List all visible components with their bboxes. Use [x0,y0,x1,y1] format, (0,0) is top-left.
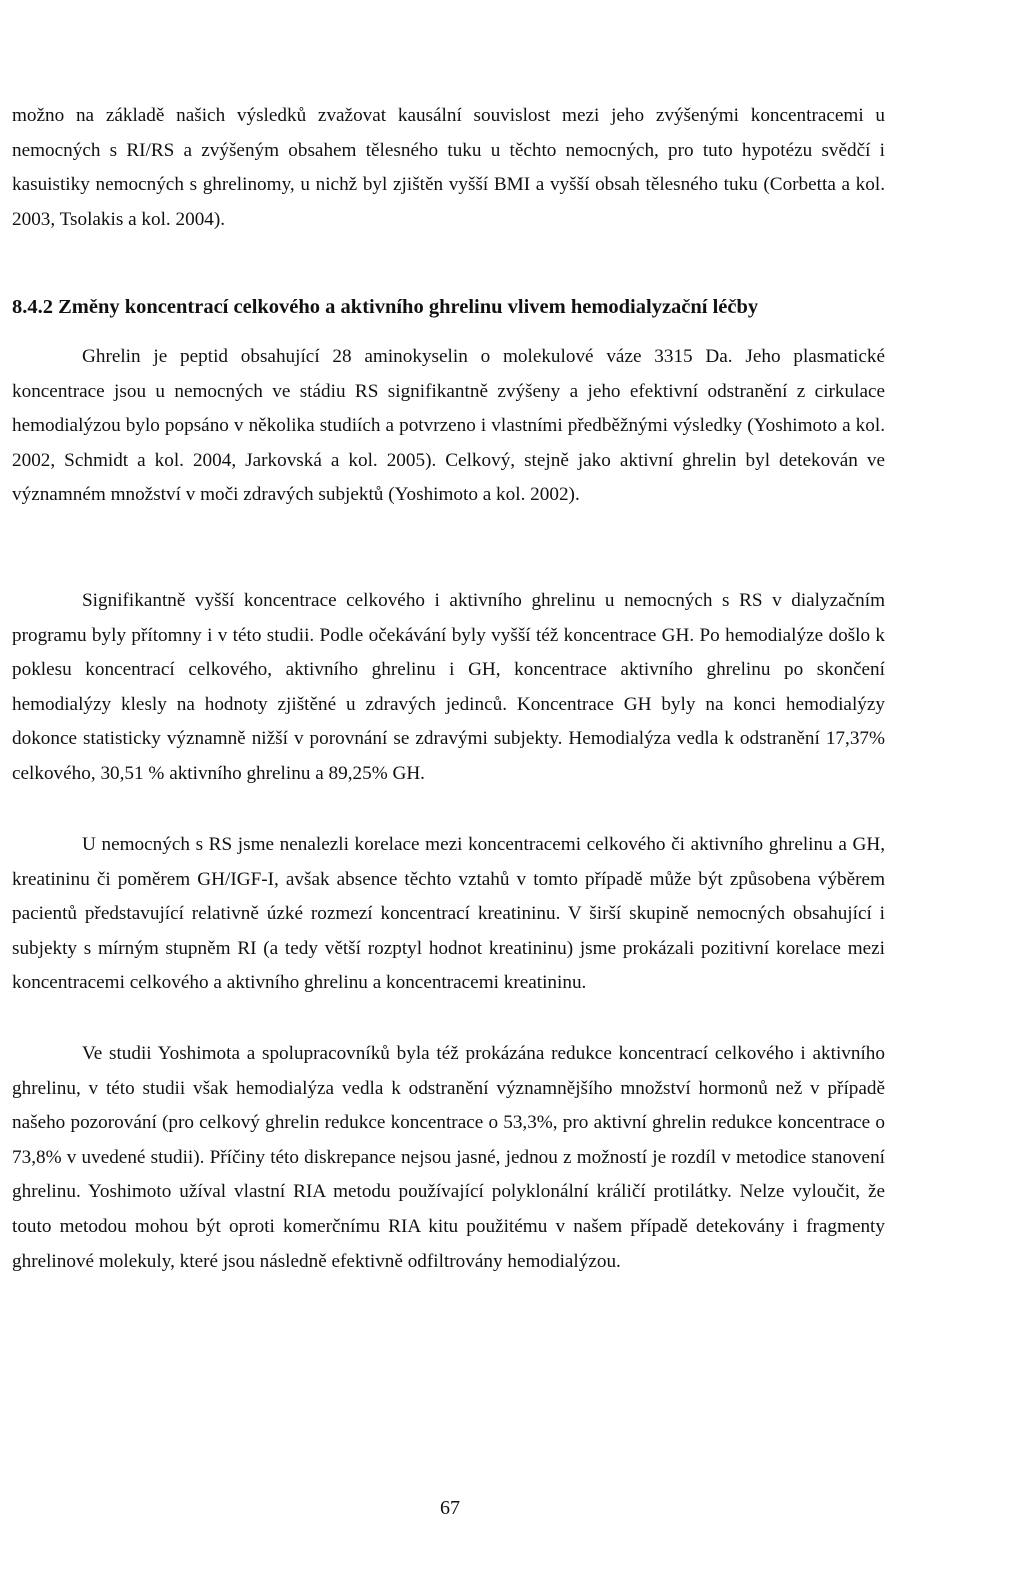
paragraph-ghrelin-peptide: Ghrelin je peptid obsahující 28 aminokyselin o molekulové váze 3315 Da. Jeho plasmatické koncentrace jsou u nemocných ve stádiu RS signifikantně zvýšeny a jeho efektivní odstranění z cirkulace hemodialýzou bylo popsáno v několika studiích a potvrzeno i vlastními předběžnými výsledky (Yoshimoto a kol. 2002, Schmidt a kol. 2004, Jarkovská a kol. 2005). Celkový, stejně jako aktivní ghrelin byl detekován ve významném množství v moči zdravých subjektů (Yoshimoto a kol. 2002). [12,346,885,506]
paragraph-no-correlations: U nemocných s RS jsme nenalezli korelace mezi koncentracemi celkového či aktivního ghrelinu a GH, kreatininu či poměrem GH/IGF-I, avšak absence těchto vztahů v tomto případě může být způsobena výběrem pacientů představující relativně úzké rozmezí koncentrací kreatininu. V širší skupině nemocných obsahující i subjekty s mírným stupněm RI (a tedy větší rozptyl hodnot kreatininu) jsme prokázali pozitivní korelace mezi koncentracemi celkového a aktivního ghrelinu a koncentracemi kreatininu. [12,834,885,994]
paragraph-intro: možno na základě našich výsledků zvažovat kausální souvislost mezi jeho zvýšenými koncentracemi u nemocných s RI/RS a zvýšeným obsahem tělesného tuku u těchto nemocných, pro tuto hypotézu svědčí i kasuistiky nemocných s ghrelinomy, u nichž byl zjištěn vyšší BMI a vyšší obsah tělesného tuku (Corbetta a kol. 2003, Tsolakis a kol. 2004). [12,105,885,230]
page-number: 67 [440,1497,460,1519]
section-heading: 8.4.2 Změny koncentrací celkového a aktivního ghrelinu vlivem hemodialyzační léčby [12,296,759,318]
paragraph-significantly-higher: Signifikantně vyšší koncentrace celkového i aktivního ghrelinu u nemocných s RS v dialyzačním programu byly přítomny i v této studii. Podle očekávání byly vyšší též koncentrace GH. Po hemodialýze došlo k poklesu koncentrací celkového, aktivního ghrelinu i GH, koncentrace aktivního ghrelinu po skončení hemodialýzy klesly na hodnoty zjištěné u zdravých jedinců. Koncentrace GH byly na konci hemodialýzy dokonce statisticky významně nižší v porovnání se zdravými subjekty. Hemodialýza vedla k odstranění 17,37% celkového, 30,51 % aktivního ghrelinu a 89,25% GH. [12,590,885,784]
paragraph-yoshimoto-study: Ve studii Yoshimota a spolupracovníků byla též prokázána redukce koncentrací celkového i aktivního ghrelinu, v této studii však hemodialýza vedla k odstranění významnějšího množství hormonů než v případě našeho pozorování (pro celkový ghrelin redukce koncentrace o 53,3%, pro aktivní ghrelin redukce koncentrace o 73,8% v uvedené studii). Příčiny této diskrepance nejsou jasné, jednou z možností je rozdíl v metodice stanovení ghrelinu. Yoshimoto užíval vlastní RIA metodu používající polyklonální králičí protilátky. Nelze vyloučit, že touto metodou mohou být oproti komerčnímu RIA kitu použitému v našem případě detekovány i fragmenty ghrelinové molekuly, které jsou následně efektivně odfiltrovány hemodialýzou. [12,1043,885,1272]
